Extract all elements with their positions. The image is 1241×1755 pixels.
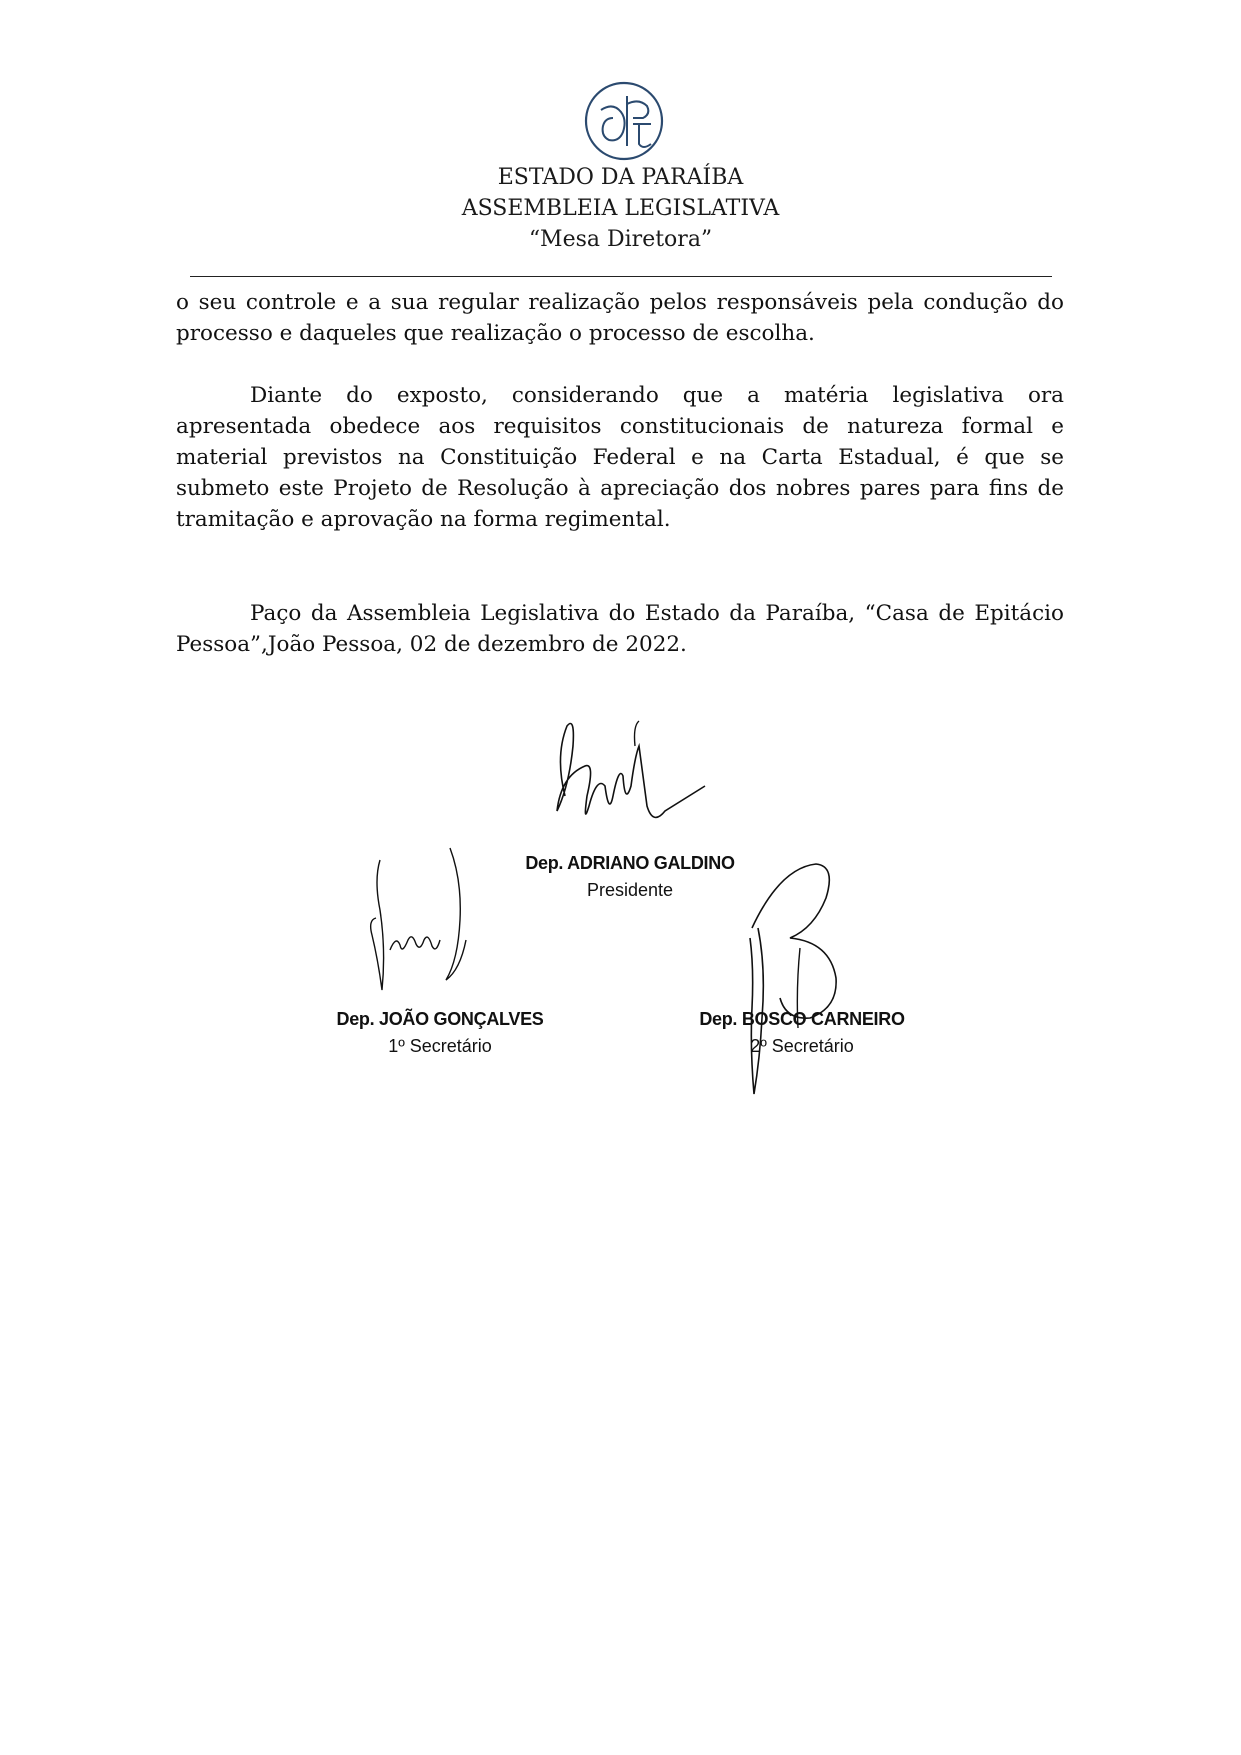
signature-block-second-secretary [692, 1009, 912, 1057]
paragraph-conclusion: Diante do exposto, considerando que a matéria legislativa ora apresentada obedece aos requisitos constitucionais de natureza formal e material previstos na Constituição Federal e na Carta Estadual, é que se submeto este Projeto de Resolução à apreciação dos nobres pares para fins de tramitação e aprovação na forma regimental. [176, 383, 1064, 532]
paragraph-continuation: o seu controle e a sua regular realização pelos responsáveis pela condução do processo e daqueles que realização o processo de escolha. [176, 290, 1064, 346]
second-secretary-name: Dep. BOSCO CARNEIRO [699, 1009, 905, 1029]
first-secretary-signature-icon [350, 840, 490, 1015]
header-board: “Mesa Diretora” [528, 227, 713, 252]
assembly-logo-icon [583, 80, 665, 162]
first-secretary-name: Dep. JOÃO GONÇALVES [336, 1009, 544, 1029]
document-header [0, 162, 1241, 255]
paragraph-place-date: Paço da Assembleia Legislativa do Estado da Paraíba, “Casa de Epitácio Pessoa”,João Pessoa, 02 de dezembro de 2022. [176, 601, 1064, 657]
president-name: Dep. ADRIANO GALDINO [525, 853, 735, 873]
president-role: Presidente [586, 880, 674, 900]
header-state: ESTADO DA PARAÍBA [497, 165, 744, 190]
signature-block-president [520, 853, 740, 901]
header-assembly: ASSEMBLEIA LEGISLATIVA [461, 196, 780, 221]
president-signature-icon [535, 716, 715, 866]
first-secretary-role: 1º Secretário [388, 1036, 492, 1056]
second-secretary-role: 2º Secretário [750, 1036, 854, 1056]
signature-block-first-secretary [330, 1009, 550, 1057]
header-divider [190, 276, 1052, 277]
second-secretary-signature-icon [740, 858, 860, 1100]
